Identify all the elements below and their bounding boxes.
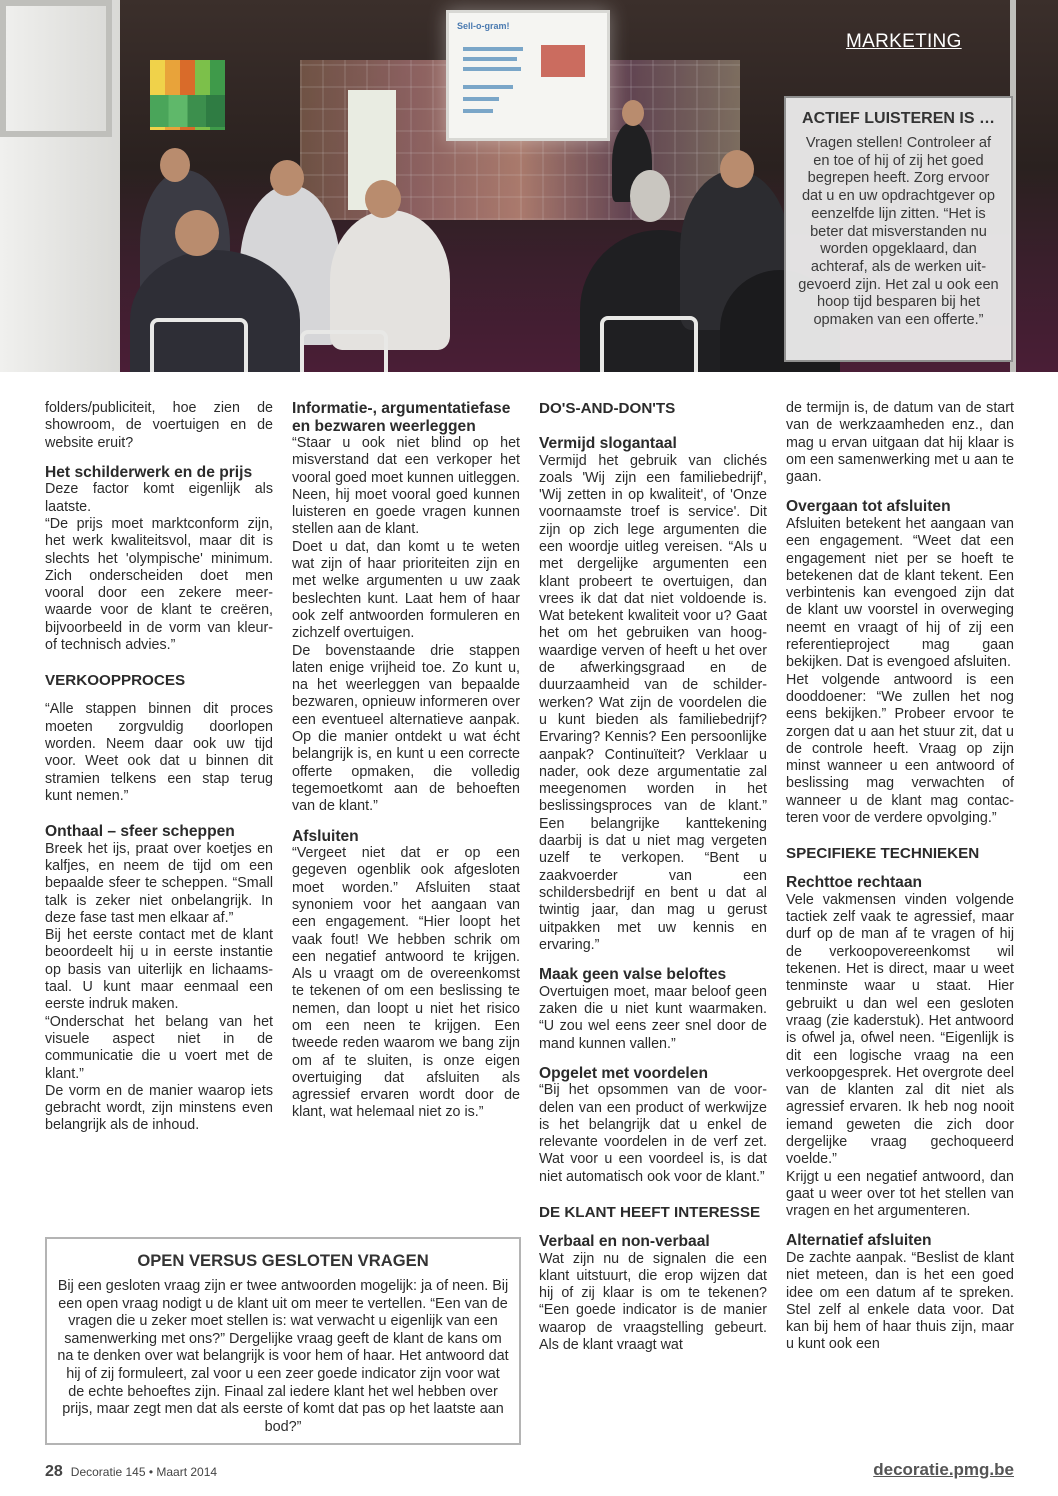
paragraph: Het volgende antwoord is een dooddoener: “We zullen het nog eens bekijken.” Probeer ervoor te zorgen dat u aan het stuur zit, dat u de controle heeft. Vraag op zijn minst wanneer u een antwoord of beslissing mag verwachten of wanneer u de klant mag contacteren voor de verdere opvolging.” [786,671,1014,827]
subheading: Informatie-, argumentatiefase en bezwaren weerleggen [292,400,511,435]
subheading: Opgelet met voordelen [539,1064,708,1082]
box-title: OPEN VERSUS GESLOTEN VRAGEN [137,1251,429,1270]
paragraph: De zachte aanpak. “Beslist de klant niet meteen, dan is het een goed idee om een datum af te spreken. Stel zelf al enkele data voor. Dat kan bij hem of haar thuis zijn, maar u kunt ook een [786,1249,1014,1353]
photo-head [160,148,190,182]
subheading: Vermijd slogantaal [539,435,677,452]
paragraph: De bovenstaande drie stappen laten enige vrijheid toe. Zo kunt u, na het weerleggen van bepaalde bezwaren, opnieuw informeren over een eventueel alternatieve aanpak. Op die manier ontdekt u wat écht belangrijk is, en kunt u een correcte offerte opmaken, die volledig tegemoetkomt aan de behoeften van de klant.” [292,642,520,815]
paragraph: Afsluiten betekent het aangaan van een engagement. “Weet dat een engagement niet per se hoeft te betekenen dat de klant tekent. Een verbintenis kan evengoed zijn dat de klant uw voorstel in overweging neemt en vraagt of hij of zij een referentieproject mag gaan bekijken. Dat is evengoed afsluiten. [786,515,1014,671]
photo-head [365,180,401,218]
paragraph: “Bij het opsommen van de voordelen van een product of werkwijze is het belangrijk dat u enkel de relevante voordelen in de verf zet. Wat voor u een voordeel is, is dat niet automatisch ook voor de klant.” [539,1082,767,1185]
section-tag: MARKETING [846,31,962,52]
paragraph: Overtuigen moet, maar beloof geen zaken die u niet kunt waarmaken. “U zou wel eens zeer snel door de mand kunnen vallen.” [539,983,767,1052]
subheading: Afsluiten [292,827,359,845]
article-column-3 [539,400,767,1354]
photo-projection-screen [446,10,610,141]
box-open-versus-gesloten [45,1237,521,1445]
photo-head [175,210,219,256]
issue-label: Decoratie 145 • Maart 2014 [70,1465,218,1479]
subheading: Maak geen valse beloftes [539,966,727,984]
section-heading: DO'S-AND-DON'TS [539,400,676,417]
paragraph: Doet u dat, dan komt u te weten wat zijn of haar prioriteiten zijn en met welke argumenten u uw zaak beslechten kunt. Laat hem of haar ook zelf antwoorden formuleren en zichzelf overtuigen. [292,538,520,642]
paragraph: “Vergeet niet dat er op een gegeven ogenblik ook afgesloten moet worden.” Afsluiten staat synoniem voor het aangaan van een engagement. “Hier loopt het vaak fout! We hebben schrik om een negatief antwoord te krijgen. Als u vraagt om de overeenkomst te tekenen of om een beslissing te nemen, dan loopt u niet het risico om een neen te krijgen. Een tweede reden waarom we bang zijn om af te sluiten, is onze eigen overtuiging dat afsluiten als agressief ervaren wordt door de klant, wat helemaal niet zo is.” [292,845,520,1121]
section-heading: VERKOOPPROCES [45,672,186,690]
paragraph: De vorm en de manier waarop iets gebracht wordt, zijn minstens even belangrijk als de inhoud. [45,1082,273,1134]
photo-presenter-head [622,100,644,126]
photo-head [630,170,670,222]
paragraph: Vele vakmensen vinden volgende tactiek zelf vaak te agressief, maar durf op de man af te vragen of hij de verkoopovereenkomst wil tekenen. Het is direct, maar u weet tenminste waar u staat. Hier gebruikt u dan wel een gesloten vraag (zie kaderstuk). Het antwoord is ofwel ja, ofwel neen. “Eigenlijk is dit een logische vraag na een verkoopgesprek. Het overgrote deel van de klanten zal dit niet als agressief ervaren. Ik heb nog nooit iemand geweten die zich door dergelijke vraag gechoqueerd voelde.” [786,891,1014,1168]
section-heading: DE KLANT HEEFT INTERESSE [539,1204,761,1222]
paragraph: Deze factor komt eigenlijk als laatste. [45,481,273,515]
website-link[interactable]: decoratie.pmg.be [873,1460,1014,1479]
page-number: 28 [45,1463,63,1480]
paragraph: Krijgt u een negatief antwoord, dan gaat u weer over tot het stellen van vragen en het argumenteren. [786,1168,1014,1220]
photo-chair [300,330,388,372]
paragraph: Bij het eerste contact met de klant beoordeelt hij u in eerste instantie op basis van uiterlijk en lichaamstaal. U kunt maar eenmaal een eerste indruk maken. [45,927,273,1013]
paragraph: Wat zijn nu de signalen die een klant uitstuurt, die erop wijzen dat hij of zij klaar is om te tekenen? “Een goede indicator is de manier waarop de vraagstelling gebeurt. Als de klant vraagt wat [539,1250,767,1354]
subheading: Alternatief afsluiten [786,1232,932,1250]
subheading: Onthaal – sfeer scheppen [45,823,235,841]
photo-paint-shelf-lower [150,95,225,127]
sidebar-box-title: ACTIEF LUISTEREN IS … [802,110,995,127]
subheading: Overgaan tot afsluiten [786,498,951,516]
photo-audience-member [330,210,450,350]
paragraph: Vermijd het gebruik van clichés zoals 'Wij zijn een familiebedrijf', 'Wij zetten in op kwaliteit', of 'Onze voornaamste troef is service'. Dit zijn op zich lege argumenten die een woordje uitleg vereisen. “Als u met dergelijke argumenten een klant probeert te overtuigen, dan vrees ik dat dat niet voldoende is. Wat betekent kwaliteit voor u? Gaat het om het gebruiken van hoogwaardige verven of heeft u het over de afwerkingsgraad en de duurzaamheid van de schilderwerken? Wat zijn de voordelen die u kunt bieden als familiebedrijf? Ervaring? Kennis? Een persoonlijke aanpak? Continuïteit? Verklaar u nader, ook deze argumentatie zal meegenomen worden in het beslissingsproces van de klant.” Een belangrijke kanttekening daarbij is dat u niet mag vergeten uzelf te verkopen. “Bent u zaakvoerder van een schildersbedrijf en bent u dat al twintig jaar, dan mag u gerust uitpakken met uw kennis en ervaring.” [539,452,767,953]
paragraph: folders/publiciteit, hoe zien de showroom, de voertuigen en de website eruit? [45,400,273,451]
sidebar-box-body: Vragen stellen! Controleer af en toe of hij of zij het goed begrepen heeft. Zorg ervoor dat u en uw opdrachtgever op eenzelfde lijn zitten. “Het is beter dat misverstanden nu worden opgeklaard, dan achteraf, als de werken uitgevoerd zijn. Het zal u ook een hoop tijd besparen bij het opmaken van een offerte.” [798,135,999,329]
photo-head [720,150,754,188]
slide-title: Sell-o-gram! [457,21,510,31]
photo-chair [600,316,698,372]
article-column-4 [786,400,1014,1354]
paragraph: “De prijs moet marktconform zijn, het werk kwaliteitsvol, maar dit is slechts het 'olympische' minimum. Zich onderscheiden doet men vooral door een zekere meerwaarde voor de klant te creëren, bijvoorbeeld in de vorm van kleur- of technisch advies.” [45,515,273,654]
box-body: Bij een gesloten vraag zijn er twee antwoorden mogelijk: ja of neen. Bij een open vraag nodigt u de klant uit om meer te vertellen. “Een van de vragen die u zeker moet stellen is: wat verwacht u eigenlijk van een samenwerking met ons?” Dergelijke vraag geeft de klant de kans om na te denken over wat belangrijk is voor hem of haar. Het antwoord dat hij of zij formuleert, zal voor u een zeer goede indicator zijn voor wat de echte behoeftes zijn. Finaal zal iedere klant het wel hebben over prijs, maar zegt men dat als eerste of komt dat pas op het laatste aan bod?” [57,1278,509,1435]
article-column-1 [45,400,273,1135]
photo-chair [150,318,248,372]
paragraph: “Staar u ook niet blind op het misverstand dat een verkoper het vooral goed moet kunnen uitleggen. Neen, hij moet vooral goed kunnen luisteren en goede vragen kunnen stellen aan de klant. [292,435,520,538]
subheading: Rechttoe rechtaan [786,874,923,892]
photo-head [270,160,304,196]
paragraph: de termijn is, de datum van de start van de werkzaamheden enz., dan mag u ervan uitgaan dat hij klaar is om een samenwerking met u aan te gaan. [786,400,1014,486]
subheading: Verbaal en non-verbaal [539,1233,710,1251]
paragraph: “Onderschat het belang van het visuele aspect niet in de communicatie die u voert met de klant.” [45,1013,273,1082]
section-heading: SPECIFIEKE TECHNIEKEN [786,845,980,863]
footer-issue-info [45,1463,217,1481]
article-column-2 [292,400,520,1122]
subheading: Het schilderwerk en de prijs [45,463,253,481]
paragraph: “Alle stappen binnen dit proces moeten zorgvuldig doorlopen worden. Neem daar ook uw tijd voor. Weet ook dat u binnen dit stramien telkens een stap terug kunt nemen.” [45,701,273,804]
photo-window [0,0,112,137]
paragraph: Breek het ijs, praat over koetjes en kalfjes, en neem de tijd om een bepaalde sfeer te scheppen. “Small talk is zeker niet onbelangrijk. In deze fase tast men elkaar af.” [45,840,273,926]
photo-window-right [1010,0,1058,372]
sidebar-box-actief-luisteren [784,96,1013,362]
